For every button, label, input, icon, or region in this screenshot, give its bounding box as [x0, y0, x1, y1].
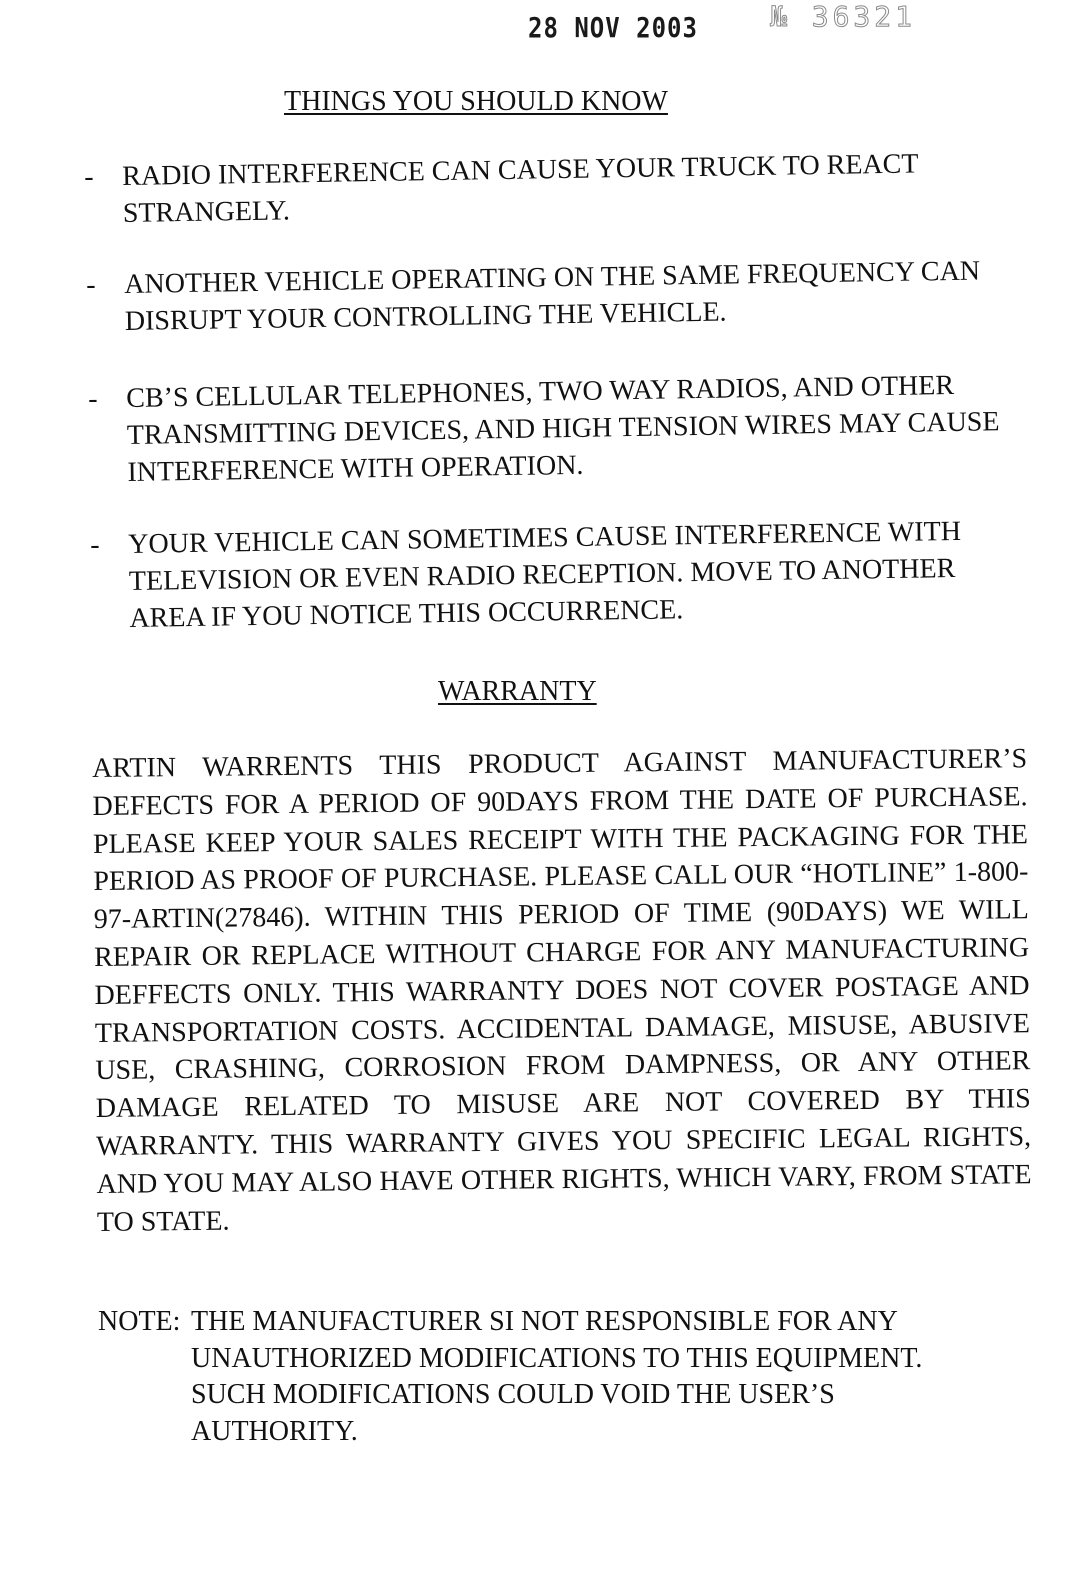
bullet-dash: -	[88, 383, 98, 415]
note-block	[98, 1304, 978, 1450]
date-stamp: 28 NOV 2003	[528, 11, 698, 45]
bullet-item	[88, 366, 1028, 491]
bullet-item	[86, 252, 1025, 340]
bullet-item	[90, 512, 1030, 637]
bullet-dash: -	[84, 161, 94, 193]
warranty-paragraph: ARTIN WARRENTS THIS PRODUCT AGAINST MANUFACTURER’S DEFECTS FOR A PERIOD OF 90DAYS FROM THE DATE OF PURCHASE. PLEASE KEEP YOUR SALES RECEIPT WITH THE PACKAGING FOR THE PERIOD AS PROOF OF PURCHASE. PLEASE CALL OUR “HOTLINE” 1-800-97-ARTIN(27846). WITHIN THIS PERIOD OF TIME (90DAYS) WE WILL REPAIR OR REPLACE WITHOUT CHARGE FOR ANY MANUFACTURING DEFFECTS ONLY. THIS WARRANTY DOES NOT COVER POSTAGE AND TRANSPORTATION COSTS. ACCIDENTAL DAMAGE, MISUSE, ABUSIVE USE, CRASHING, CORROSION FROM DAMPNESS, OR ANY OTHER DAMAGE RELATED TO MISUSE ARE NOT COVERED BY THIS WARRANTY. THIS WARRANTY GIVES YOU SPECIFIC LEGAL RIGHTS, AND YOU MAY ALSO HAVE OTHER RIGHTS, WHICH VARY, FROM STATE TO STATE.	[92, 743, 1032, 1238]
bullet-dash: -	[86, 269, 96, 301]
bullet-dash: -	[90, 529, 100, 561]
bullet-text: CB’S CELLULAR TELEPHONES, TWO WAY RADIOS, AND OTHER TRANSMITTING DEVICES, AND HIGH TENSION WIRES MAY CAUSE INTERFERENCE WITH OPERATION.	[126, 369, 1000, 488]
bullet-text: ANOTHER VEHICLE OPERATING ON THE SAME FREQUENCY CAN DISRUPT YOUR CONTROLLING THE VEHICLE.	[124, 255, 981, 337]
bullet-text: YOUR VEHICLE CAN SOMETIMES CAUSE INTERFERENCE WITH TELEVISION OR EVEN RADIO RECEPTION. MOVE TO ANOTHER AREA IF YOU NOTICE THIS OCCURRENCE.	[128, 515, 962, 634]
note-label: NOTE:	[98, 1306, 181, 1337]
document-number-stamp: № 36321	[770, 0, 917, 33]
note-text: THE MANUFACTURER SI NOT RESPONSIBLE FOR ANY UNAUTHORIZED MODIFICATIONS TO THIS EQUIPMENT. SUCH MODIFICATIONS COULD VOID THE USER’S AUTHORITY.	[191, 1306, 923, 1447]
things-you-should-know-heading: THINGS YOU SHOULD KNOW	[284, 86, 668, 117]
bullet-text: RADIO INTERFERENCE CAN CAUSE YOUR TRUCK TO REACT STRANGELY.	[122, 148, 919, 229]
warranty-heading: WARRANTY	[438, 676, 597, 707]
bullet-item	[84, 144, 1023, 232]
